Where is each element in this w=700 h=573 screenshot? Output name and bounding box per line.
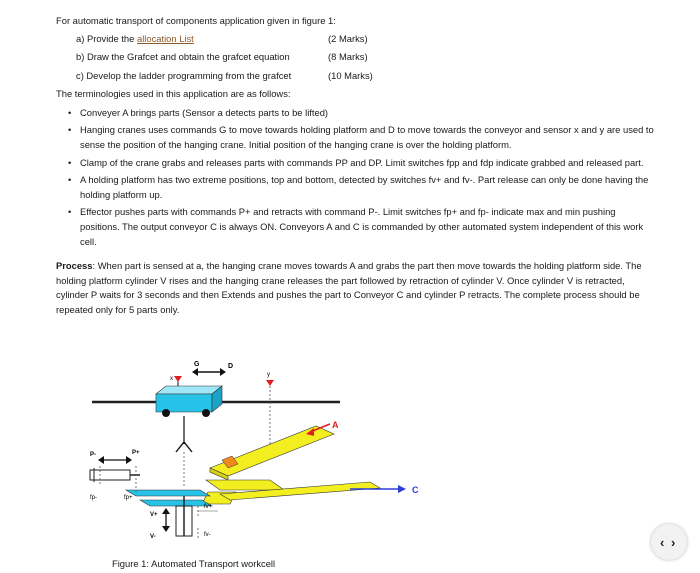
allocation-list-link[interactable]: allocation List [136, 32, 194, 44]
figure-caption: Figure 1: Automated Transport workcell [112, 558, 276, 569]
part-c-marks: (10 Marks) [328, 69, 373, 81]
part-a-label: a) Provide the [76, 32, 137, 44]
part-c-label: c) Develop the ladder programming from the grafcet [76, 69, 292, 81]
hanging-crane [156, 386, 222, 417]
terminology-intro: The terminologies used in this application are as follows: [56, 88, 291, 100]
label-fp-minus: fp- [90, 495, 98, 501]
platform-base [126, 490, 212, 506]
label-fp-plus: fp+ [124, 495, 133, 501]
question-intro: For automatic transport of components application given in figure 1: [56, 15, 336, 26]
question-part-a [76, 32, 656, 47]
sensor-x [174, 376, 182, 386]
effector-cylinder-p [90, 468, 140, 482]
label-c: C [412, 485, 419, 495]
process-text: : When part is sensed at a, the hanging crane moves towards A and grabs the part then move towards the holding platform side. The holding platform cylinder V rises and the hanging crane releases the part followed by retraction of cylinder V. Once cylinder V is retracted, cylinder P waits for 3 seconds and then Extends and pushes the part to Conveyor C and cylinder P retracts. The complete process should be repeated only for 5 parts only. [56, 260, 642, 315]
page-nav-button[interactable] [651, 524, 687, 560]
list-item: • Clamp of the crane grabs and releases parts with commands PP and DP. Limit switches fpp and fdp indicate grabbed and released part. [68, 156, 656, 171]
chevron-right-icon[interactable]: › [671, 535, 676, 550]
question-part-b [76, 50, 656, 65]
process-paragraph [56, 259, 656, 317]
process-label: Process [56, 260, 93, 272]
label-p-minus: P- [90, 452, 96, 458]
effector-direction-arrow [98, 456, 132, 464]
question-document [56, 14, 656, 327]
label-v-plus: V+ [150, 512, 158, 518]
label-g: G [194, 361, 200, 368]
label-x: x [170, 376, 173, 382]
list-item: • A holding platform has two extreme positions, top and bottom, detected by switches fv+ and fv-. Part release can only be done having the holding platform up. [68, 173, 656, 202]
list-item: • Effector pushes parts with commands P+ and retracts with command P-. Limit switches fp+ and fp- indicate max and min pushing positions. The output conveyor C is always ON. Conveyors A and C is commanded by other automated system independent of this work cell. [68, 205, 656, 249]
label-y: y [267, 372, 270, 378]
list-item: • Hanging cranes uses commands G to move towards holding platform and D to move towards the conveyor and sensor x and y are used to sense the position of the hanging crane. Initial position of the hanging crane is over the holding platform. [68, 123, 656, 152]
lift-direction-arrow [162, 508, 170, 532]
list-item: • Conveyer A brings parts (Sensor a detects parts to be lifted) [68, 106, 656, 121]
label-a: A [332, 420, 339, 430]
question-part-c [76, 69, 656, 84]
terminology-list [56, 106, 656, 249]
label-fv-minus: fv- [204, 532, 211, 538]
part-a-marks: (2 Marks) [328, 32, 368, 44]
part-b-label: b) Draw the Grafcet and obtain the grafcet equation [76, 51, 290, 63]
crane-direction-arrow [192, 368, 226, 376]
workcell-figure [80, 356, 440, 556]
chevron-left-icon[interactable]: ‹ [660, 535, 665, 550]
label-p-plus: P+ [132, 450, 140, 456]
label-d: D [228, 363, 234, 370]
label-fv-plus: fv+ [204, 504, 213, 510]
conveyor-a [210, 426, 334, 480]
crane-clamp [176, 416, 192, 486]
label-v-minus: V- [150, 534, 156, 540]
part-b-marks: (8 Marks) [328, 51, 368, 63]
